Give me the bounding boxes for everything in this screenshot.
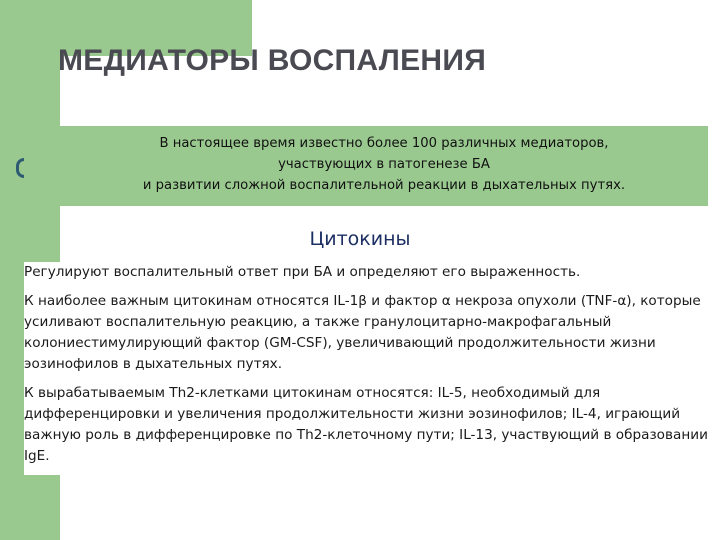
callout-line: В настоящее время известно более 100 различных медиаторов,	[159, 136, 609, 151]
paragraph-regulation: Регулируют воспалительный ответ при БА и определяют его выраженность.	[24, 264, 581, 280]
callout-line: и развитии сложной воспалительной реакции в дыхательных путях.	[142, 178, 626, 193]
callout-line: участвующих в патогенезе БА	[278, 157, 490, 172]
paragraph-key-cytokines: К наиболее важным цитокинам относятся IL-1β и фактор α некроза опухоли (TNF-α), которые усиливают воспалительную реакцию, а также гранулоцитарно-макрофагальный колониестимулирующий фактор (GM-CSF), увеличивающий продолжительности жизни эозинофилов в дыхательных путях.	[24, 293, 701, 372]
callout-box	[60, 126, 708, 206]
body-text	[24, 262, 714, 475]
paragraph-th2-cytokines: К вырабатываемым Th2-клетками цитокинам относятся: IL-5, необходимый для дифференцировки и увеличения продолжительности жизни эозинофилов; IL-4, играющий важную роль в дифференцировке по Th2-клеточному пути; IL-13, участвующий в образовании IgE.	[24, 385, 708, 464]
slide-title: МЕДИАТОРЫ ВОСПАЛЕНИЯ	[58, 44, 487, 77]
section-heading: Цитокины	[309, 228, 411, 250]
bullet-bracket-icon	[16, 158, 24, 178]
